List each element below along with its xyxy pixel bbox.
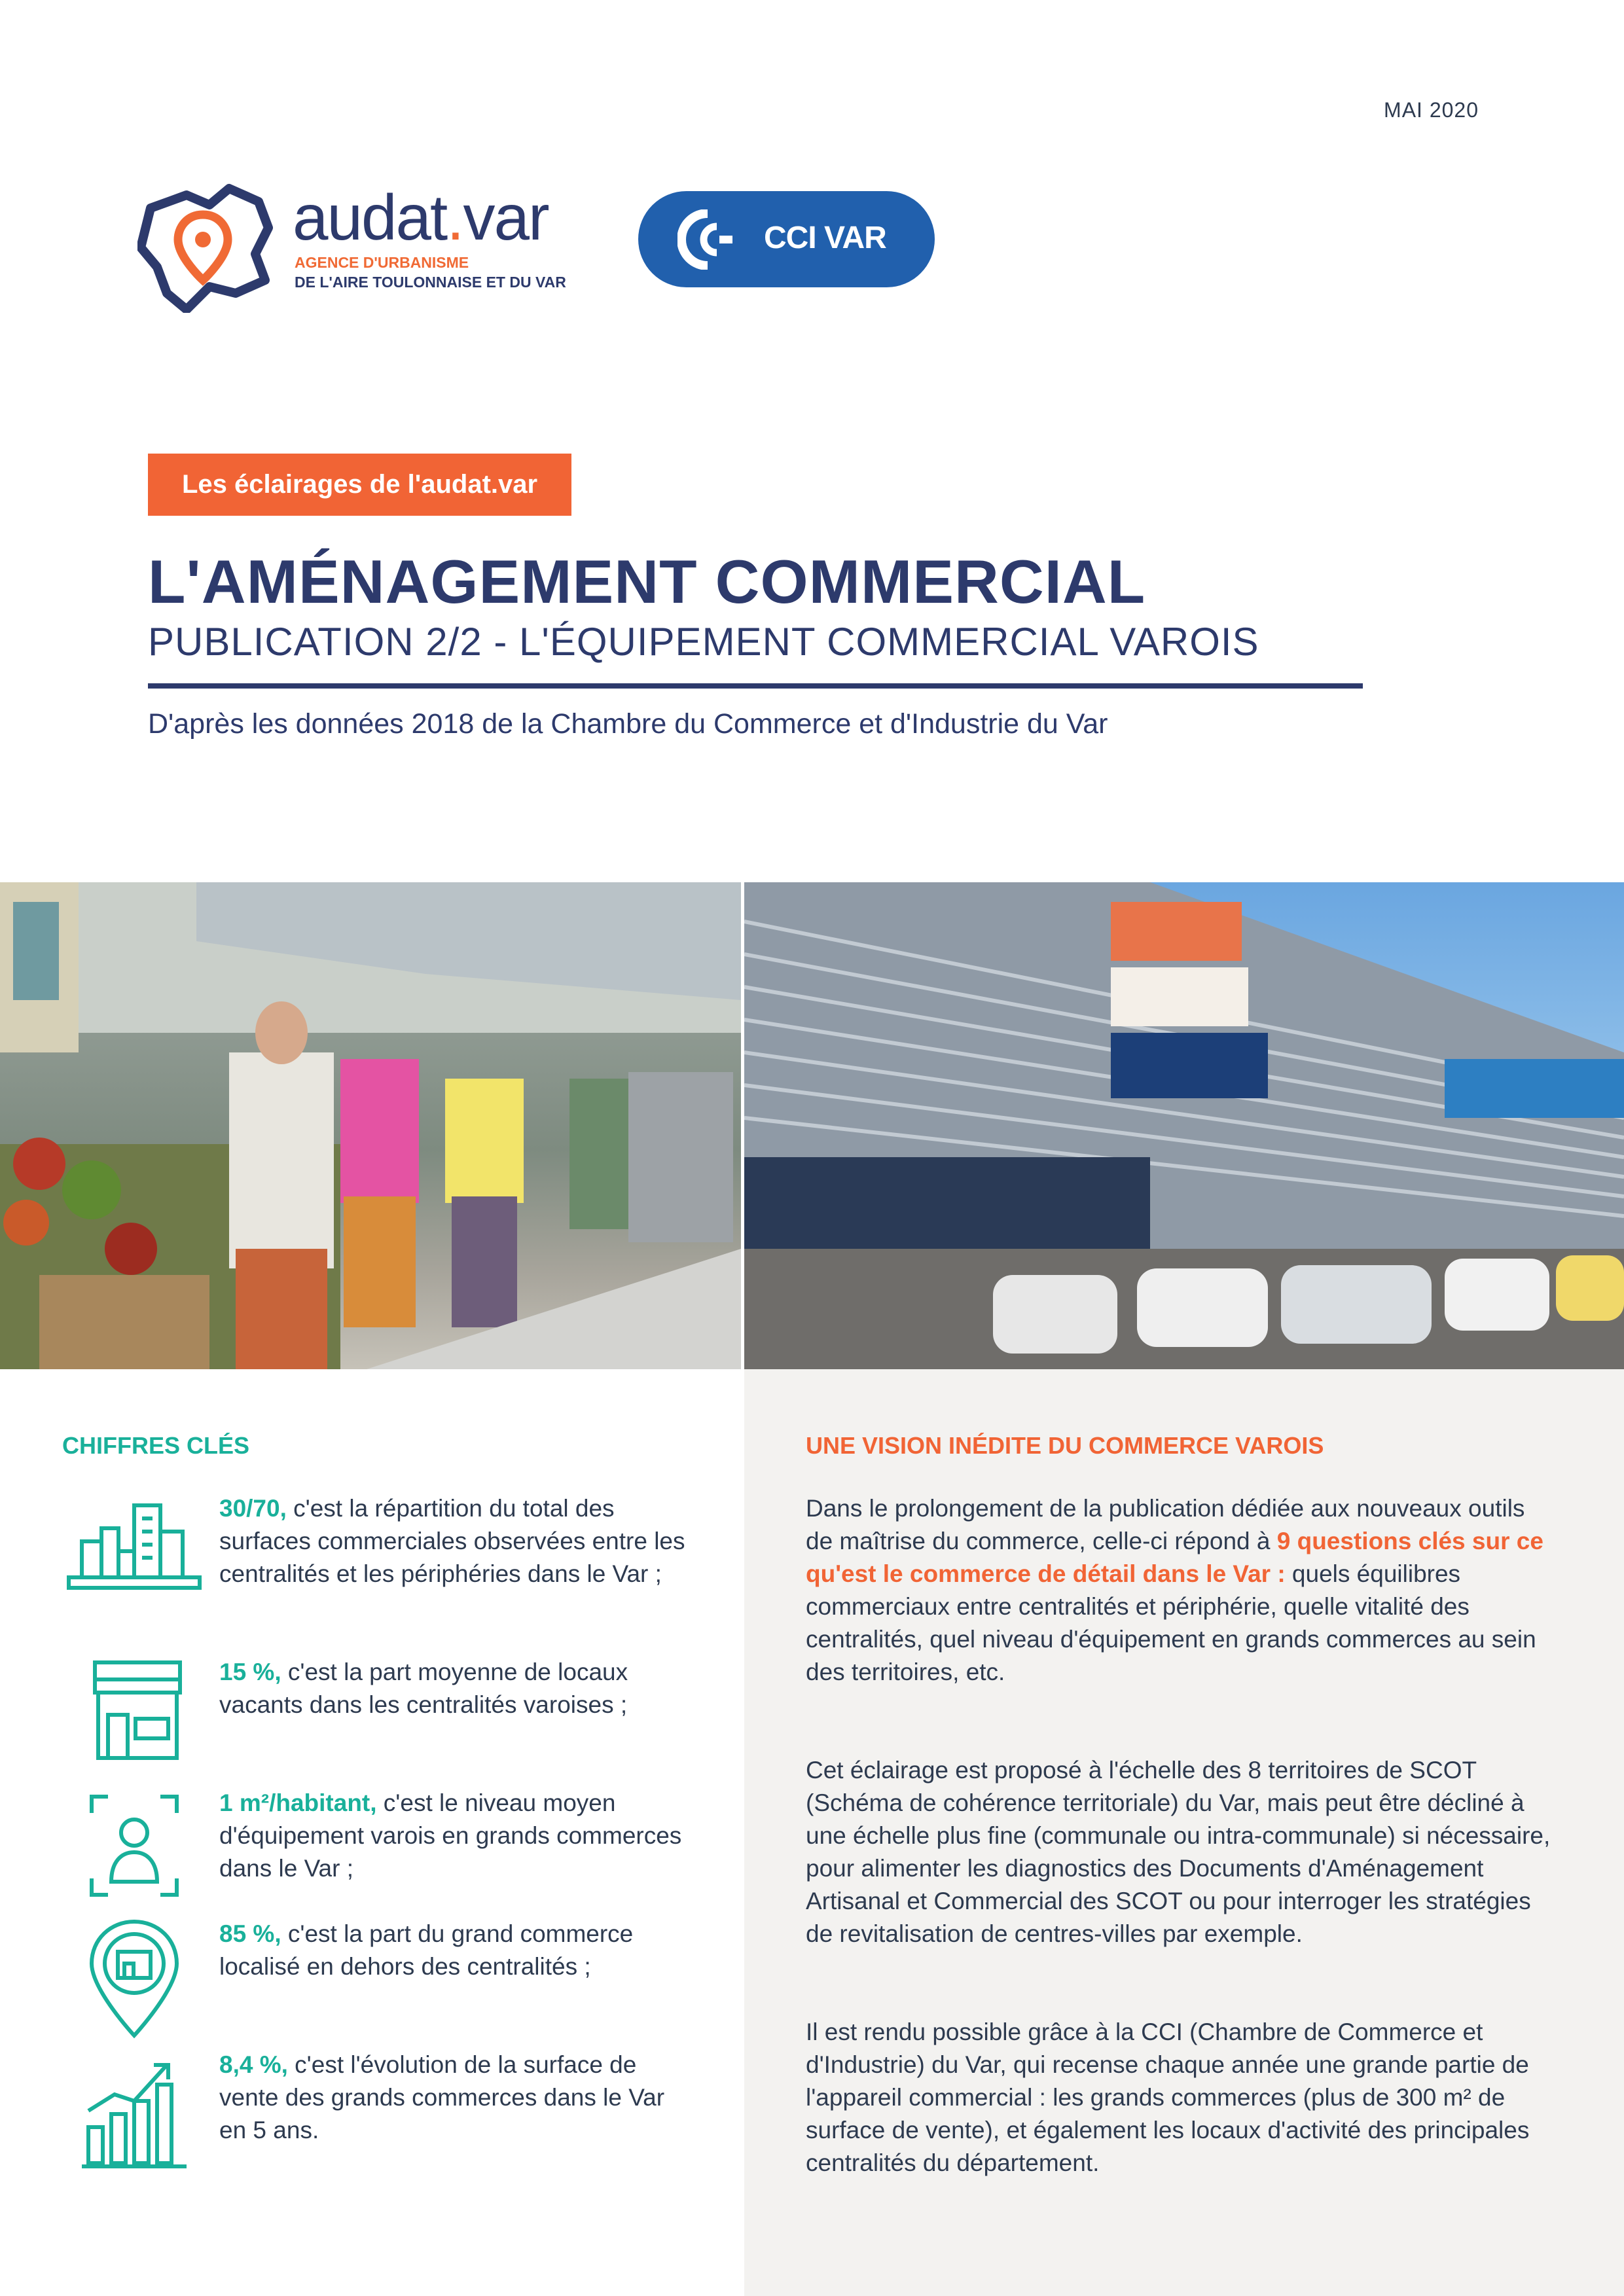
- data-source: D'après les données 2018 de la Chambre du Commerce et d'Industrie du Var: [148, 708, 1108, 740]
- var-map-pin-icon: [137, 182, 275, 313]
- cci-emblem-icon: [677, 209, 756, 270]
- vision-paragraph-1: Dans le prolongement de la publication dédiée aux nouveaux outils de maîtrise du commerce, celle-ci répond à 9 questions clés sur ce qu'est le commerce de détail dans le Var : quels équilibres commerciaux entre centralités et périphérie, quelle vitalité des centralités, quel niveau d'équipement en grands commerces au sein des territoires, etc.: [806, 1495, 1543, 1685]
- key-figure-text: 15 %, c'est la part moyenne de locaux vacants dans les centralités varoises ;: [219, 1659, 628, 1718]
- storefront-icon: [62, 1656, 206, 1780]
- key-figures-title: CHIFFRES CLÉS: [62, 1432, 250, 1459]
- page-title: L'AMÉNAGEMENT COMMERCIAL: [148, 547, 1146, 616]
- retail-park-photo: [744, 882, 1624, 1369]
- map-pin-store-icon: [62, 1918, 206, 2042]
- person-focus-icon: [62, 1787, 206, 1911]
- publication-date: MAI 2020: [1384, 98, 1479, 122]
- key-figure-text: 85 %, c'est la part du grand commerce localisé en dehors des centralités ;: [219, 1920, 634, 1980]
- vision-paragraph-2: Cet éclairage est proposé à l'échelle des 8 territoires de SCOT (Schéma de cohérence territoriale) du Var, mais peut être décliné à une échelle plus fine (communale ou intra-communale) si nécessaire, pour alimenter les diagnostics des Documents d'Aménagement Artisanal et Commercial des SCOT ou pour interroger les stratégies de revitalisation de centres-villes par exemple.: [806, 1757, 1551, 1947]
- key-figure-text: 1 m²/habitant, c'est le niveau moyen d'équipement varois en grands commerces dans le Var ;: [219, 1789, 682, 1882]
- market-photo: [0, 882, 741, 1369]
- page-subtitle: PUBLICATION 2/2 - L'ÉQUIPEMENT COMMERCIAL VAROIS: [148, 620, 1259, 664]
- audat-tagline-1: AGENCE D'URBANISME: [295, 254, 469, 271]
- growth-chart-icon: [62, 2049, 206, 2173]
- cci-var-logo: [638, 191, 935, 287]
- series-badge: Les éclairages de l'audat.var: [148, 454, 571, 516]
- title-divider: [148, 683, 1363, 689]
- audat-wordmark: audat.var: [293, 181, 549, 253]
- vision-title: UNE VISION INÉDITE DU COMMERCE VAROIS: [806, 1432, 1324, 1459]
- vision-paragraph-3: Il est rendu possible grâce à la CCI (Chambre de Commerce et d'Industrie) du Var, qui recense chaque année une grande partie de l'appareil commercial : les grands commerces (plus de 300 m² de surface de vente), et également les locaux d'activité des principales centralités du département.: [806, 2018, 1530, 2176]
- city-skyline-icon: [62, 1492, 206, 1617]
- key-figure-text: 8,4 %, c'est l'évolution de la surface de vente des grands commerces dans le Var en 5 ans.: [219, 2051, 665, 2144]
- audat-tagline-2: DE L'AIRE TOULONNAISE ET DU VAR: [295, 274, 566, 291]
- key-figure-text: 30/70, c'est la répartition du total des surfaces commerciales observées entre les centralités et les périphéries dans le Var ;: [219, 1495, 685, 1587]
- cci-label: CCI VAR: [764, 221, 886, 255]
- audat-var-logo: [137, 177, 589, 314]
